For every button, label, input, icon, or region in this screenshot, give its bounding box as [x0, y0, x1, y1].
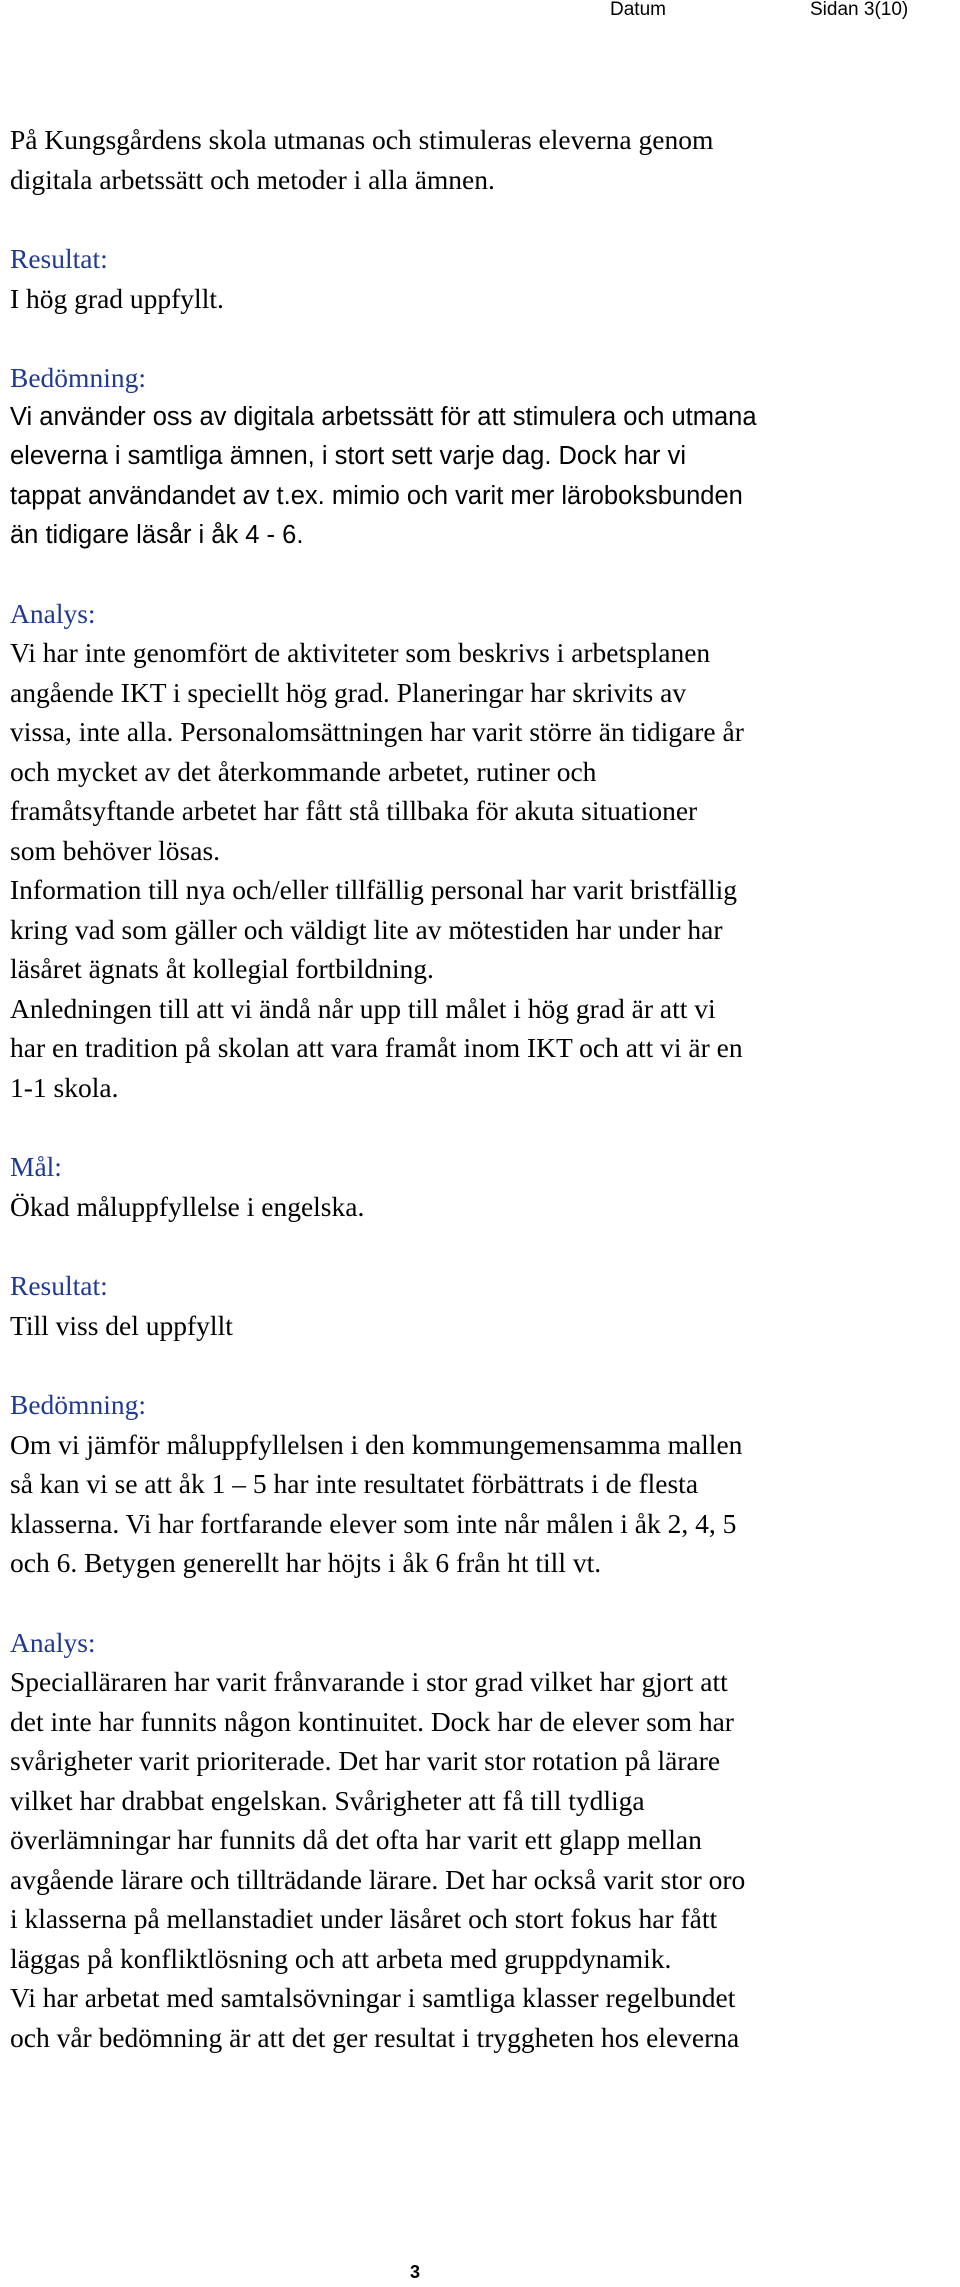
section-heading: Resultat: [10, 1270, 108, 1301]
text-line: eleverna i samtliga ämnen, i stort sett varje dag. Dock har vi [10, 442, 687, 470]
text-line: digitala arbetssätt och metoder i alla ämnen. [10, 163, 495, 195]
text-line: det inte har funnits någon kontinuitet. Dock har de elever som har [10, 1705, 734, 1737]
text-line: har en tradition på skolan att vara framåt inom IKT och att vi är en [10, 1032, 743, 1063]
text-line: i klasserna på mellanstadiet under läsåret och stort fokus har fått [10, 1903, 718, 1934]
section-bedomning [10, 358, 950, 556]
text-line: läggas på konfliktlösning och att arbeta med gruppdynamik. [10, 1942, 672, 1974]
text-line: angående IKT i speciellt hög grad. Planeringar har skrivits av [10, 676, 687, 708]
text-line: avgående lärare och tillträdande lärare. Det har också varit stor oro [10, 1863, 746, 1895]
section-heading: Bedömning: [10, 1389, 146, 1420]
text-line: Specialläraren har varit frånvarande i stor grad vilket har gjort att [10, 1666, 728, 1697]
text-line: tappat användandet av t.ex. mimio och varit mer läroboksbunden [10, 481, 743, 510]
section-bedomning-2 [10, 1385, 950, 1583]
text-line: som behöver lösas. [10, 834, 221, 866]
text-line: Vi har arbetat med samtalsövningar i samtliga klasser regelbundet [10, 1982, 736, 2013]
text-line: Ökad måluppfyllelse i engelska. [10, 1190, 365, 1222]
text-line: överlämningar har funnits då det ofta har varit ett glapp mellan [10, 1824, 702, 1855]
header-page-label: Sidan 3(10) [810, 0, 909, 20]
text-line: kring vad som gäller och väldigt lite av mötestiden har under har [10, 913, 723, 945]
text-line: klasserna. Vi har fortfarande elever som inte når målen i åk 2, 4, 5 [10, 1507, 737, 1539]
text-line: Om vi jämför måluppfyllelsen i den kommungemensamma mallen [10, 1428, 743, 1460]
document-body [10, 120, 950, 2057]
text-line: än tidigare läsår i åk 4 - 6. [10, 521, 304, 549]
text-line: I hög grad uppfyllt. [10, 282, 224, 314]
text-line: och vår bedömning är att det ger resultat i tryggheten hos eleverna [10, 2021, 740, 2053]
section-heading: Resultat: [10, 243, 108, 274]
section-heading: Bedömning: [10, 362, 146, 393]
section-heading: Analys: [10, 1626, 96, 1658]
text-line: och 6. Betygen generellt har höjts i åk 6 från ht till vt. [10, 1547, 602, 1578]
text-line: svårigheter varit prioriterade. Det har varit stor rotation på lärare [10, 1745, 721, 1776]
text-line: Till viss del uppfyllt [10, 1309, 233, 1341]
section-mal [10, 1147, 950, 1226]
text-line: vissa, inte alla. Personalomsättningen har varit större än tidigare år [10, 716, 744, 747]
text-line: 1-1 skola. [10, 1071, 119, 1103]
intro-paragraph [10, 120, 950, 199]
text-line: Vi har inte genomfört de aktiviteter som beskrivs i arbetsplanen [10, 637, 711, 668]
section-analys-2 [10, 1623, 950, 2058]
section-heading: Analys: [10, 597, 96, 629]
text-line: läsåret ägnats åt kollegial fortbildning. [10, 953, 434, 984]
header-date-label: Datum [610, 0, 666, 20]
text-line: Vi använder oss av digitala arbetssätt för att stimulera och utmana [10, 402, 757, 431]
section-heading: Mål: [10, 1151, 62, 1182]
section-resultat-2 [10, 1266, 950, 1345]
section-analys [10, 594, 950, 1108]
page-number: 3 [410, 2262, 421, 2282]
text-line: och mycket av det återkommande arbetet, rutiner och [10, 755, 597, 787]
text-line: framåtsyftande arbetet har fått stå tillbaka för akuta situationer [10, 795, 698, 826]
text-line: På Kungsgårdens skola utmanas och stimuleras eleverna genom [10, 124, 714, 155]
section-resultat [10, 239, 950, 318]
text-line: så kan vi se att åk 1 – 5 har inte resultatet förbättrats i de flesta [10, 1468, 699, 1499]
text-line: Information till nya och/eller tillfällig personal har varit bristfällig [10, 874, 738, 905]
text-line: Anledningen till att vi ändå når upp till målet i hög grad är att vi [10, 992, 716, 1024]
text-line: vilket har drabbat engelskan. Svårigheter att få till tydliga [10, 1784, 645, 1816]
